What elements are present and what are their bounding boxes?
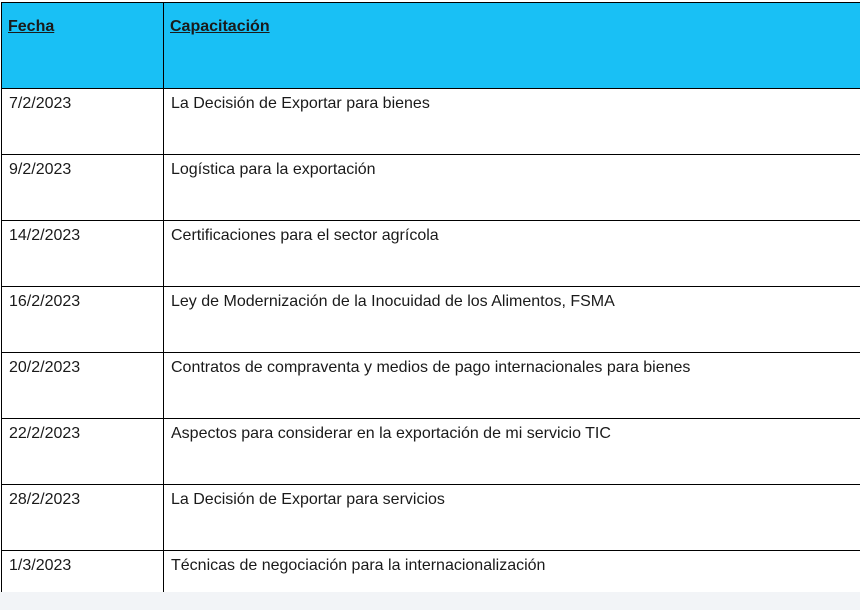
viewer-bottom-margin (0, 592, 860, 610)
date-cell: 22/2/2023 (2, 419, 164, 485)
date-cell: 9/2/2023 (2, 155, 164, 221)
date-cell: 7/2/2023 (2, 89, 164, 155)
training-cell: La Decisión de Exportar para bienes (164, 89, 860, 155)
date-cell: 16/2/2023 (2, 287, 164, 353)
training-cell: Técnicas de negociación para la internacionalización (164, 551, 860, 593)
training-cell: La Decisión de Exportar para servicios (164, 485, 860, 551)
training-cell: Contratos de compraventa y medios de pago internacionales para bienes (164, 353, 860, 419)
date-cell: 1/3/2023 (2, 551, 164, 593)
table-header-row (2, 3, 860, 89)
table-row (2, 485, 860, 551)
training-cell: Certificaciones para el sector agrícola (164, 221, 860, 287)
training-cell: Ley de Modernización de la Inocuidad de los Alimentos, FSMA (164, 287, 860, 353)
table-row (2, 221, 860, 287)
training-cell: Aspectos para considerar en la exportación de mi servicio TIC (164, 419, 860, 485)
table-row (2, 155, 860, 221)
training-cell: Logística para la exportación (164, 155, 860, 221)
date-cell: 20/2/2023 (2, 353, 164, 419)
column-header-training: Capacitación (164, 3, 860, 89)
table-row (2, 551, 860, 593)
table-row (2, 419, 860, 485)
column-header-date: Fecha (2, 3, 164, 89)
table-row (2, 89, 860, 155)
table-row (2, 287, 860, 353)
table-row (2, 353, 860, 419)
training-schedule-table (1, 2, 860, 592)
date-cell: 14/2/2023 (2, 221, 164, 287)
date-cell: 28/2/2023 (2, 485, 164, 551)
